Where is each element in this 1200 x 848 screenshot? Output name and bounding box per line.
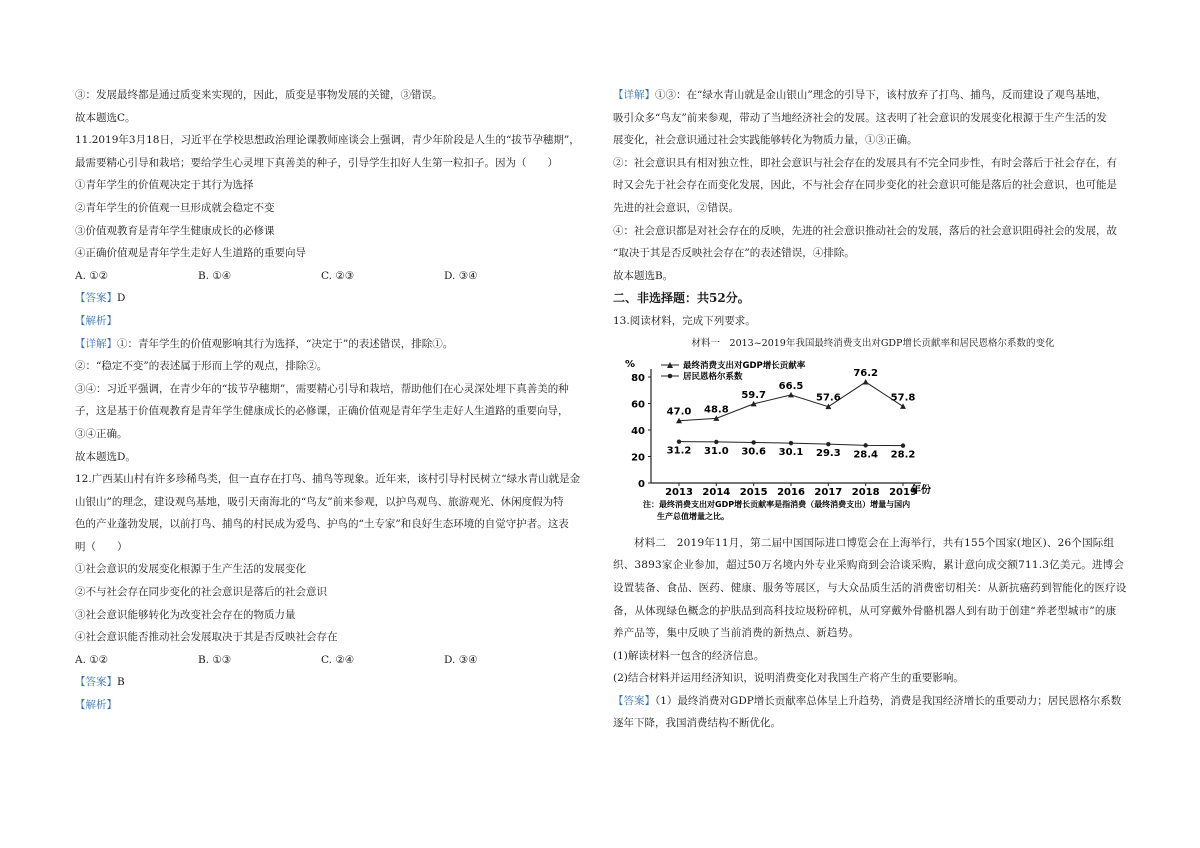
detail-text: 子，这是基于价值观教育是青年学生健康成长的必修课，正确价值观是青年学生走好人生道路的重要向导，	[75, 405, 569, 418]
data-label: 31.0	[703, 446, 729, 458]
question-12-options	[75, 649, 583, 672]
detail-text: 时又会先于社会存在而变化发展，因此，不与社会存在同步变化的社会意识可能是落后的社会意识，也可能是	[613, 179, 1117, 192]
choice-statement: ②不与社会存在同步变化的社会意识是落后的社会意识	[75, 586, 327, 599]
text-line: 故本题选C。	[75, 111, 136, 124]
material-2-text: 备，从体现绿色概念的护肤品到高科技垃圾粉碎机，从可穿戴外骨骼机器人到有助于创建“养老型城市”的康	[613, 604, 1117, 617]
chart-note-cont: 生产总值增量之比。	[657, 512, 729, 522]
data-label: 28.2	[890, 449, 916, 461]
x-tick-label: 2016	[777, 487, 805, 499]
data-label: 66.5	[778, 381, 804, 393]
question-12-stem-cont: 山银山”的理念，建设观鸟基地，吸引天南海北的“鸟友”前来参观，以护鸟观鸟、旅游观光、休闲度假为特	[75, 495, 564, 508]
section-heading: 二、非选择题：共52分。	[613, 291, 750, 306]
answer-text: 逐年下降，我国消费结构不断优化。	[613, 717, 781, 730]
question-11-stem-cont: 最需要精心引导和栽培；要给学生心灵埋下真善美的种子，引导学生扣好人生第一粒扣子。因为（ ）	[75, 156, 558, 169]
data-label: 57.6	[815, 392, 841, 404]
answer-label: 【答案】	[75, 676, 117, 689]
y-tick-label: 80	[631, 373, 645, 385]
answer-value: D	[117, 292, 126, 305]
detail-text: 展变化，社会意识通过社会实践能够转化为物质力量，①③正确。	[613, 134, 918, 147]
y-tick-label: 20	[631, 452, 645, 464]
question-13-intro: 13.阅读材料，完成下列要求。	[613, 314, 756, 327]
choice-statement: ④社会意识能否推动社会发展取决于其是否反映社会存在	[75, 631, 338, 644]
data-point	[789, 441, 793, 445]
data-label: 59.7	[741, 390, 767, 402]
data-point	[714, 440, 718, 444]
question-11-options	[75, 265, 583, 288]
data-point	[863, 443, 867, 447]
legend-series-1: 最终消费支出对GDP增长贡献率	[683, 361, 806, 372]
answer-line	[75, 671, 583, 694]
choice-statement: ①青年学生的价值观决定于其行为选择	[75, 179, 254, 192]
material-2-text: 养产品等，集中反映了当前消费的新热点、新趋势。	[613, 627, 860, 640]
option-d: D. ③④	[444, 653, 478, 666]
data-point	[901, 444, 905, 448]
material-2-text: 织、3893家企业参加，超过50万名境内外专业采购商到会洽谈采购，累计意向成交额711.3亿美元。进博会	[613, 559, 1125, 572]
choice-statement: ④正确价值观是青年学生走好人生道路的重要向导	[75, 247, 306, 260]
data-point	[677, 440, 681, 444]
chart-legend	[661, 360, 806, 382]
data-label: 30.1	[778, 447, 804, 459]
chart-container	[621, 355, 1133, 532]
answer-line	[613, 690, 1133, 713]
detail-text: “取决于其是否反映社会存在”的表述错误，④排除。	[613, 247, 855, 260]
detail-text: ③④：习近平强调，在青少年的“拔节孕穗期”，需要精心引导和栽培，帮助他们在心灵深处埋下真善美的种	[75, 382, 569, 395]
material-2	[613, 532, 1133, 645]
data-label: 57.8	[890, 392, 916, 404]
question-11-stem: 11.2019年3月18日，习近平在学校思想政治理论课教师座谈会上强调，青少年阶段是人生的“拔节孕穗期”，	[75, 134, 580, 147]
question-12-stem-cont: 色的产业蓬勃发展，以前打鸟、捕鸟的村民成为爱鸟、护鸟的“土专家”和良好生态环境的自觉守护者。这表	[75, 518, 569, 531]
requirement-2: (2)结合材料并运用经济知识，说明消费变化对我国生产将产生的重要影响。	[613, 672, 964, 685]
material-2-text: 设置装备、食品、医药、健康、服务等展区，与大众品质生活的消费密切相关：从新抗癌药到智能化的医疗设	[613, 581, 1127, 594]
option-b: B. ①④	[198, 269, 232, 282]
analysis-label: 【解析】	[75, 699, 117, 712]
material-2-text: 材料二 2019年11月，第二届中国国际进口博览会在上海举行，共有155个国家(地区)、26个国际组	[634, 536, 1115, 549]
answer-line	[75, 287, 583, 310]
question-12-stem: 12.广西某山村有许多珍稀鸟类，但一直存在打鸟、捕鸟等现象。近年来，该村引导村民树立“绿水青山就是金	[75, 473, 581, 486]
y-tick-label: 40	[631, 426, 645, 438]
option-b: B. ①③	[198, 653, 232, 666]
choice-statement: ②青年学生的价值观一旦形成就会稳定不变	[75, 201, 275, 214]
legend-series-2: 居民恩格尔系数	[683, 372, 743, 383]
x-tick-label: 2013	[665, 487, 693, 499]
chart-title: 材料一 2013~2019年我国最终消费支出对GDP增长贡献率和居民恩格尔系数的变化	[691, 337, 1055, 349]
y-axis-unit: %	[625, 359, 636, 371]
detail-text: ②：“稳定不变”的表述属于形而上学的观点，排除②。	[75, 360, 328, 373]
detail-label: 【详解】	[75, 337, 117, 350]
answer-label: 【答案】	[75, 292, 117, 305]
detail-label: 【详解】	[613, 89, 655, 101]
data-point	[751, 440, 755, 444]
left-column	[75, 84, 583, 717]
data-point	[826, 442, 830, 446]
x-tick-label: 2017	[814, 487, 843, 499]
analysis-label: 【解析】	[75, 314, 117, 327]
detail-line	[75, 333, 583, 356]
data-label: 31.2	[666, 445, 692, 457]
x-axis-unit: 年份	[911, 485, 931, 497]
data-label: 29.3	[815, 448, 841, 460]
data-label: 30.6	[741, 446, 767, 458]
detail-text: 吸引众多“鸟友”前来参观，带动了当地经济社会的发展。这表明了社会意识的发展变化根源于生产生活的发	[613, 111, 1107, 124]
right-column	[613, 84, 1133, 735]
option-c: C. ②③	[321, 269, 355, 282]
data-label: 48.8	[703, 404, 729, 416]
x-tick-label: 2014	[702, 487, 731, 499]
choice-statement: ①社会意识的发展变化根源于生产生活的发展变化	[75, 563, 306, 576]
detail-text: 故本题选B。	[613, 269, 674, 282]
requirement-1: (1)解读材料一包含的经济信息。	[613, 649, 765, 662]
detail-text: ②：社会意识具有相对独立性，即社会意识与社会存在的发展具有不完全同步性，有时会落后于社会存在，有	[613, 156, 1117, 169]
data-point	[788, 392, 794, 398]
data-label: 28.4	[853, 449, 879, 461]
chart-note: 注：最终消费支出对GDP增长贡献率是指消费（最终消费支出）增量与国内	[643, 500, 911, 510]
choice-statement: ③价值观教育是青年学生健康成长的必修课	[75, 224, 275, 237]
option-a: A. ①②	[75, 269, 109, 282]
x-tick-label: 2015	[739, 487, 768, 499]
data-point	[900, 404, 906, 410]
question-12-stem-cont: 明（ ）	[75, 540, 128, 553]
data-label: 47.0	[666, 406, 692, 418]
line-chart	[621, 355, 951, 523]
detail-text: ④：社会意识都是对社会存在的反映，先进的社会意识推动社会的发展，落后的社会意识阻碍社会的发展，故	[613, 224, 1117, 237]
option-d: D. ③④	[444, 269, 478, 282]
x-tick-label: 2019	[889, 487, 917, 499]
data-point	[863, 379, 869, 385]
text-line: ③：发展最终都是通过质变来实现的，因此，质变是事物发展的关键，③错误。	[75, 89, 443, 101]
detail-text: ①：青年学生的价值观影响其行为选择，“决定于”的表述错误，排除①。	[117, 337, 454, 350]
x-tick-label: 2018	[851, 487, 880, 499]
option-a: A. ①②	[75, 653, 109, 666]
detail-text: 先进的社会意识，②错误。	[613, 201, 739, 214]
answer-value: B	[117, 676, 125, 689]
detail-line	[613, 84, 1133, 107]
detail-text: ①③：在“绿水青山就是金山银山”理念的引导下，该村放弃了打鸟、捕鸟，反而建设了观鸟基地，	[655, 89, 1107, 101]
x-axis-ticks	[665, 483, 917, 498]
y-tick-label: 60	[631, 399, 645, 411]
option-c: C. ②④	[321, 653, 355, 666]
detail-text: ③④正确。	[75, 427, 128, 440]
answer-text: （1）最终消费对GDP增长贡献率总体呈上升趋势，消费是我国经济增长的重要动力；居民恩格尔系数	[655, 694, 1122, 707]
y-tick-label: 0	[638, 479, 645, 491]
data-label: 76.2	[853, 368, 879, 380]
detail-text: 故本题选D。	[75, 450, 136, 463]
y-axis-ticks	[631, 373, 651, 490]
choice-statement: ③社会意识能够转化为改变社会存在的物质力量	[75, 608, 296, 621]
answer-label: 【答案】	[613, 694, 655, 707]
